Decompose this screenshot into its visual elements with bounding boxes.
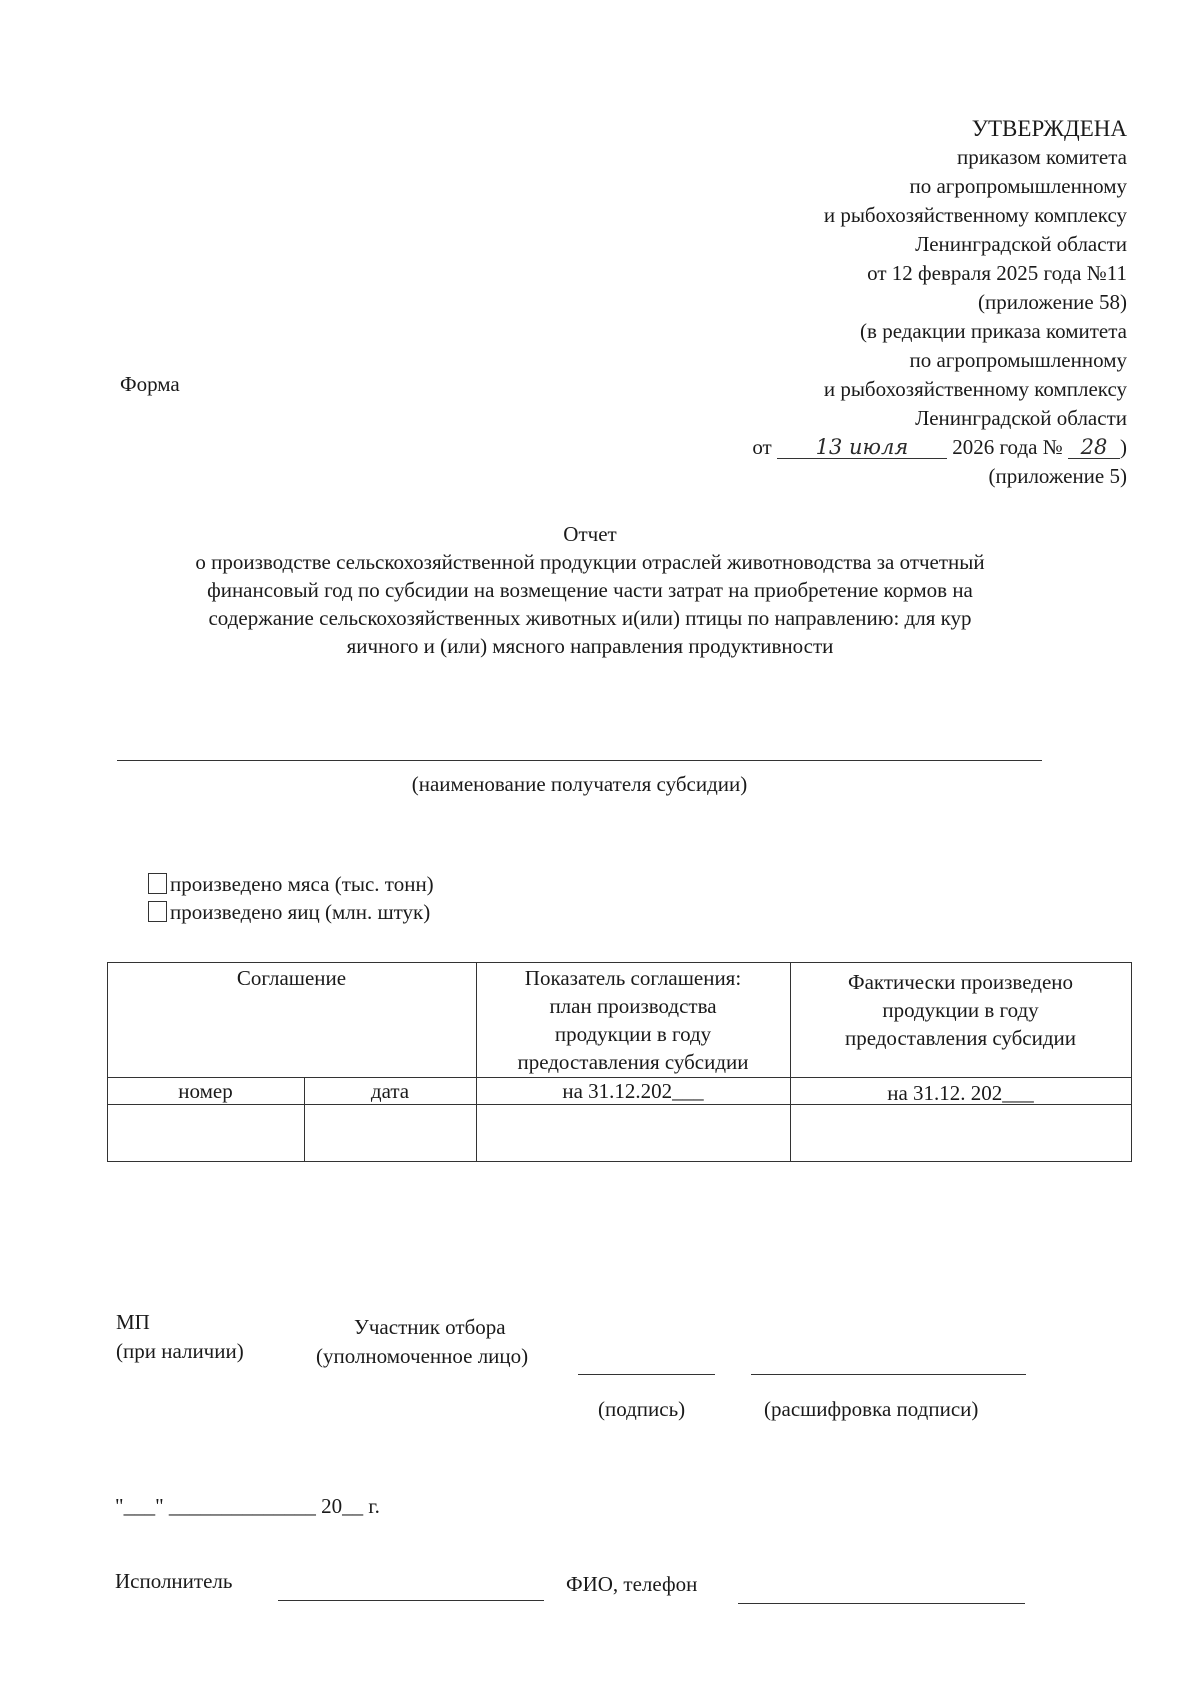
approval-line: приказом комитета [956, 145, 1127, 169]
stamp-note: (при наличии) [116, 1339, 244, 1363]
approval-line: по агропромышленному [909, 348, 1127, 372]
actual-header-line: Фактически произведено [847, 970, 1074, 994]
participant-label: Участник отбора [354, 1315, 506, 1339]
handwritten-date: 13 июля [777, 436, 947, 459]
actual-header-line: предоставления субсидии [844, 1026, 1077, 1050]
agreement-header: Соглашение [236, 966, 347, 990]
executor-line[interactable] [278, 1600, 544, 1601]
contact-label: ФИО, телефон [566, 1572, 698, 1596]
report-title [115, 520, 1065, 660]
approval-line: и рыбохозяйственному комплексу [823, 377, 1127, 401]
signature-decode-line[interactable] [751, 1374, 1026, 1375]
indicator-header-line: продукции в году [554, 1022, 712, 1046]
date-header: дата [370, 1079, 410, 1103]
report-title-line: содержание сельскохозяйственных животных и(или) птицы по направлению: для кур [208, 606, 972, 630]
date-line: "___" ______________ 20__ г. [115, 1494, 380, 1518]
decode-caption: (расшифровка подписи) [764, 1397, 979, 1421]
checkbox-eggs[interactable] [148, 898, 430, 926]
approval-line: по агропромышленному [909, 174, 1127, 198]
sign-caption: (подпись) [598, 1397, 686, 1421]
approval-line: и рыбохозяйственному комплексу [823, 203, 1127, 227]
actual-date: на 31.12. 202___ [887, 1081, 1034, 1105]
actual-header [790, 968, 1131, 1052]
checkbox-box[interactable] [148, 873, 167, 894]
recipient-caption: (наименование получателя субсидии) [411, 772, 748, 796]
indicator-header-line: Показатель соглашения: [524, 966, 742, 990]
table-border [107, 1161, 1132, 1162]
table-border [1131, 962, 1132, 1162]
report-title-line: финансовый год по субсидии на возмещение части затрат на приобретение кормов на [207, 578, 973, 602]
actual-header-line: продукции в году [882, 998, 1039, 1022]
checkbox-box[interactable] [148, 901, 167, 922]
handwritten-number: 28 [1068, 436, 1120, 459]
report-title-line: яичного и (или) мясного направления продуктивности [346, 634, 834, 658]
checkbox-label: произведено яиц (млн. штук) [170, 900, 431, 924]
executor-label: Исполнитель [115, 1569, 233, 1593]
form-label: Форма [120, 372, 180, 396]
report-heading: Отчет [563, 522, 617, 546]
edition-close: ) [1120, 435, 1127, 459]
edition-year: 2026 года № [952, 435, 1063, 459]
approval-line: УТВЕРЖДЕНА [971, 116, 1127, 141]
edition-prefix: от [752, 435, 772, 459]
indicator-header-line: предоставления субсидии [517, 1050, 749, 1074]
table-border [107, 962, 108, 1162]
approval-block [567, 114, 1127, 491]
approval-line: (в редакции приказа комитета [860, 319, 1127, 343]
table-border [107, 962, 1132, 963]
indicator-header [476, 964, 790, 1076]
checkbox-label: произведено мяса (тыс. тонн) [170, 872, 434, 896]
contact-line[interactable] [738, 1603, 1025, 1604]
number-header: номер [178, 1079, 233, 1103]
report-table [107, 962, 1132, 1162]
stamp-label: МП [116, 1310, 150, 1334]
recipient-name-line[interactable] [117, 760, 1042, 761]
participant-note: (уполномоченное лицо) [316, 1344, 529, 1368]
checkbox-meat[interactable] [148, 870, 434, 898]
signature-line[interactable] [578, 1374, 715, 1375]
edition-line [567, 433, 1127, 462]
appendix-line: (приложение 5) [988, 464, 1127, 488]
approval-line: (приложение 58) [977, 290, 1127, 314]
indicator-header-line: план производства [549, 994, 717, 1018]
approval-line: от 12 февраля 2025 года №11 [867, 261, 1127, 285]
indicator-date: на 31.12.202___ [562, 1079, 704, 1103]
report-title-line: о производстве сельскохозяйственной продукции отраслей животноводства за отчетный [195, 550, 985, 574]
approval-line: Ленинградской области [915, 232, 1127, 256]
approval-line: Ленинградской области [915, 406, 1127, 430]
